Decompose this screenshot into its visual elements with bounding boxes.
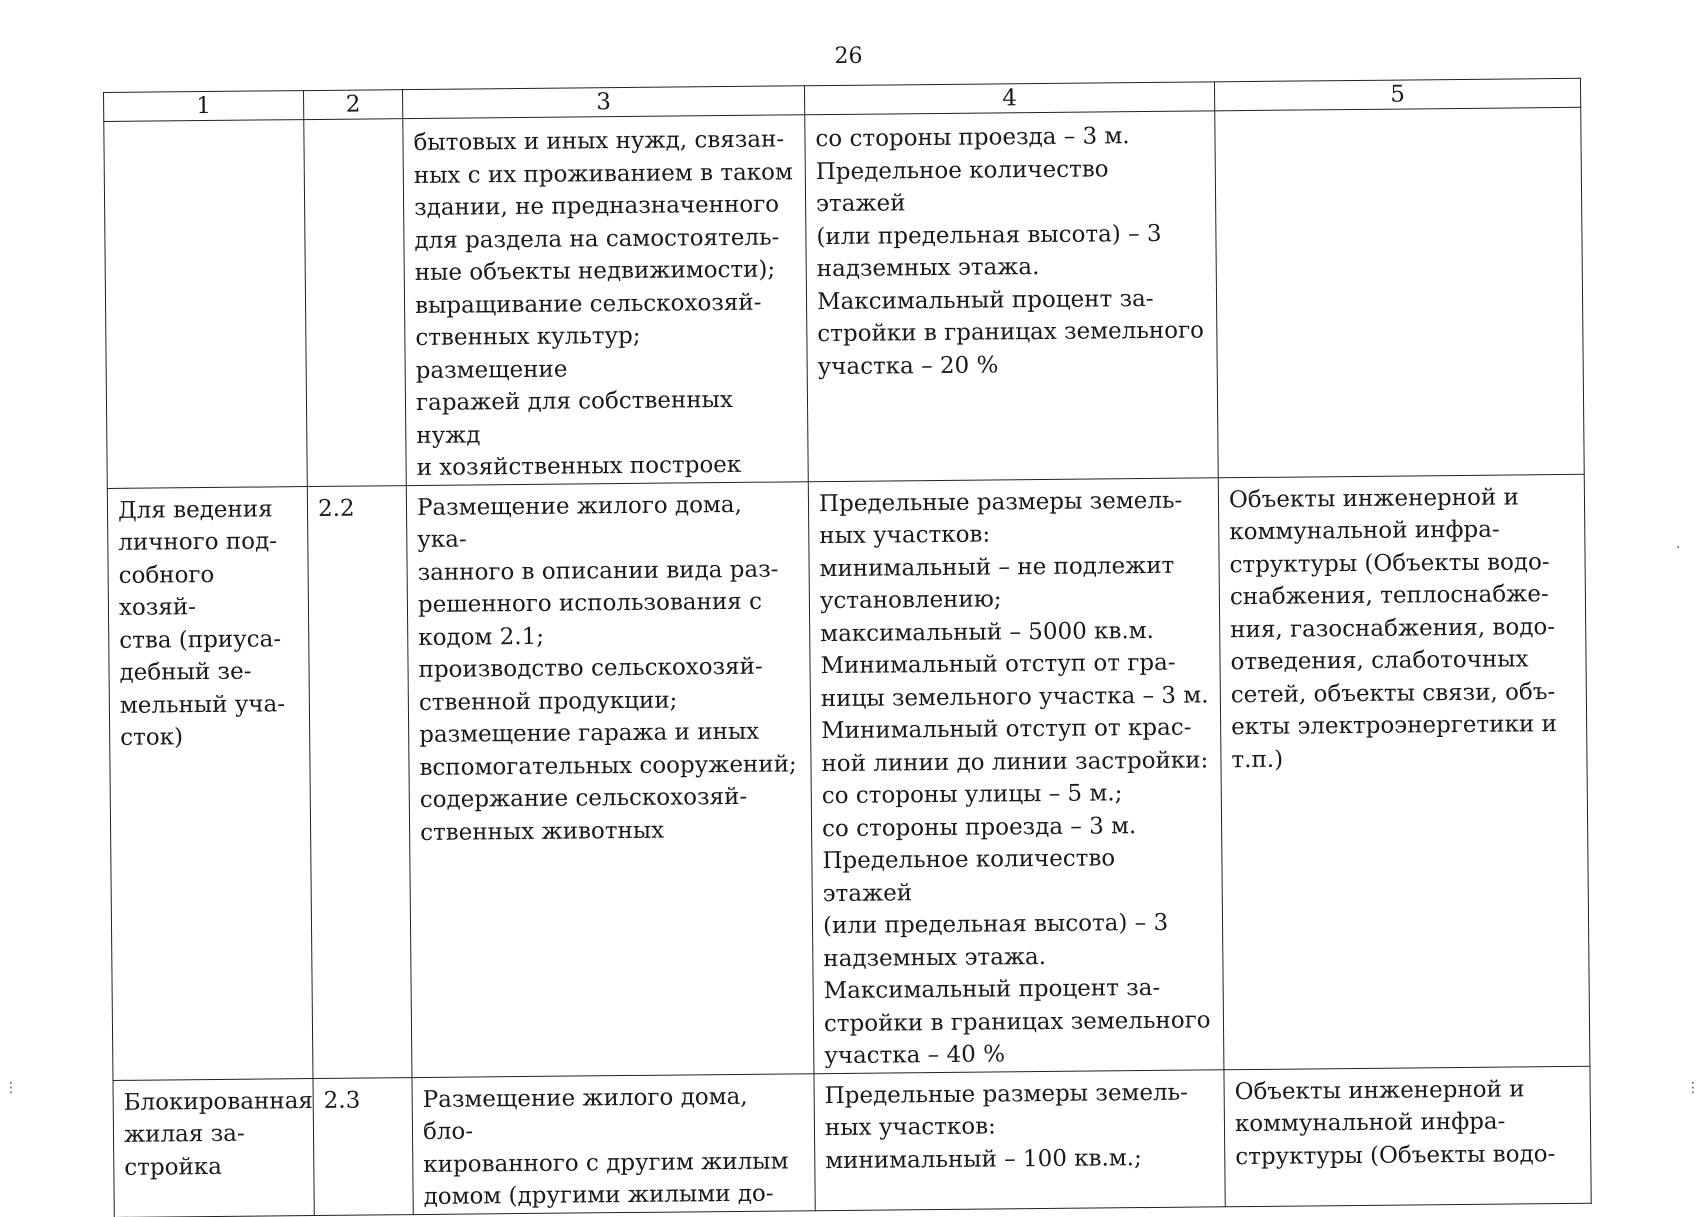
cell-parameters — [805, 111, 1218, 481]
cell-parameters — [808, 477, 1224, 1073]
table-row-2-3 — [113, 1066, 1591, 1217]
cell-use-description — [406, 481, 814, 1077]
cell-use-code — [307, 485, 412, 1078]
parameters-text: Предельные размеры земель- ных участков: минимальный – 100 кв.м.; — [824, 1079, 1189, 1174]
auxiliary-uses-text: Объекты инженерной и коммунальной инфра- структуры (Объекты водо- снабжения, теплоснабже- ния, газоснабжения, водо- отведения, слаботочных сетей, объекты связи, объ- екты электроэнергетики и т.п.) — [1228, 483, 1557, 773]
zoning-table — [103, 78, 1591, 1217]
use-name-text: Для ведения личного под- собного хозяй- ства (приуса- дебный зе- мельный уча- сток) — [117, 495, 286, 751]
table-row-continuation — [104, 107, 1584, 488]
scan-edge-mark: ⋮ — [4, 1080, 18, 1096]
use-description-text: бытовых и иных нужд, связан- ных с их проживанием в таком здании, не предназначенного для раздела на самостоятель- ные объекты недвижимости); выращивание сельскохозяй- ственных культур; размещение гаражей для собственных нужд и хозяйственных построек — [413, 126, 793, 482]
column-header-5: 5 — [1214, 78, 1580, 111]
land-use-table — [103, 78, 1592, 1217]
column-header-4: 4 — [804, 82, 1214, 115]
use-description-text: Размещение жилого дома, ука- занного в описании вида раз- решенного использования с кодом 2.1; производство сельскохозяй- ственной продукции; размещение гаража и иных вспомогательных сооружений; содержание сельскохозяй- ственных животных — [416, 491, 797, 846]
cell-use-name — [104, 120, 308, 488]
cell-parameters — [814, 1069, 1225, 1210]
cell-auxiliary-uses — [1218, 474, 1590, 1069]
page-number: 26 — [834, 44, 863, 69]
use-code-text: 2.3 — [323, 1087, 361, 1114]
table-row-2-2 — [107, 474, 1590, 1080]
parameters-text: со стороны проезда – 3 м. Предельное количество этажей (или предельная высота) – 3 надземных этажа. Максимальный процент за- стройки в границах земельного участка – 20 % — [815, 123, 1205, 380]
column-header-2: 2 — [303, 90, 402, 120]
cell-use-description — [412, 1073, 815, 1214]
cell-use-description — [403, 115, 808, 485]
column-header-1: 1 — [104, 91, 304, 122]
use-code-text: 2.2 — [317, 495, 355, 522]
cell-use-code — [304, 119, 407, 486]
cell-use-name — [107, 486, 313, 1080]
scan-edge-mark: ⋮ — [1686, 1080, 1700, 1096]
parameters-text: Предельные размеры земель- ных участков: минимальный – не подлежит установлению; максимальный – 5000 кв.м. Минимальный отступ от гра- ницы земельного участка – 3 м. Минимальный отступ от крас- ной линии до линии застройки: со стороны улицы – 5 м.; со стороны проезда – 3 м. Предельное количество этажей (или предельная высота) – 3 надземных этажа. Максимальный процент за- стройки в границах земельного участка – 40 % — [818, 487, 1211, 1070]
column-header-3: 3 — [402, 86, 804, 119]
use-name-text: Блокированная жилая за- стройка — [123, 1087, 314, 1181]
auxiliary-uses-text: Объекты инженерной и коммунальной инфра- структуры (Объекты водо- — [1234, 1075, 1556, 1170]
scan-speck: · — [1676, 540, 1681, 556]
cell-use-name — [113, 1078, 314, 1217]
cell-use-code — [313, 1077, 413, 1215]
cell-auxiliary-uses — [1215, 107, 1585, 477]
cell-auxiliary-uses — [1224, 1066, 1591, 1207]
use-description-text: Размещение жилого дома, бло- кированного с другим жилым домом (другими жилыми до- — [422, 1083, 789, 1210]
